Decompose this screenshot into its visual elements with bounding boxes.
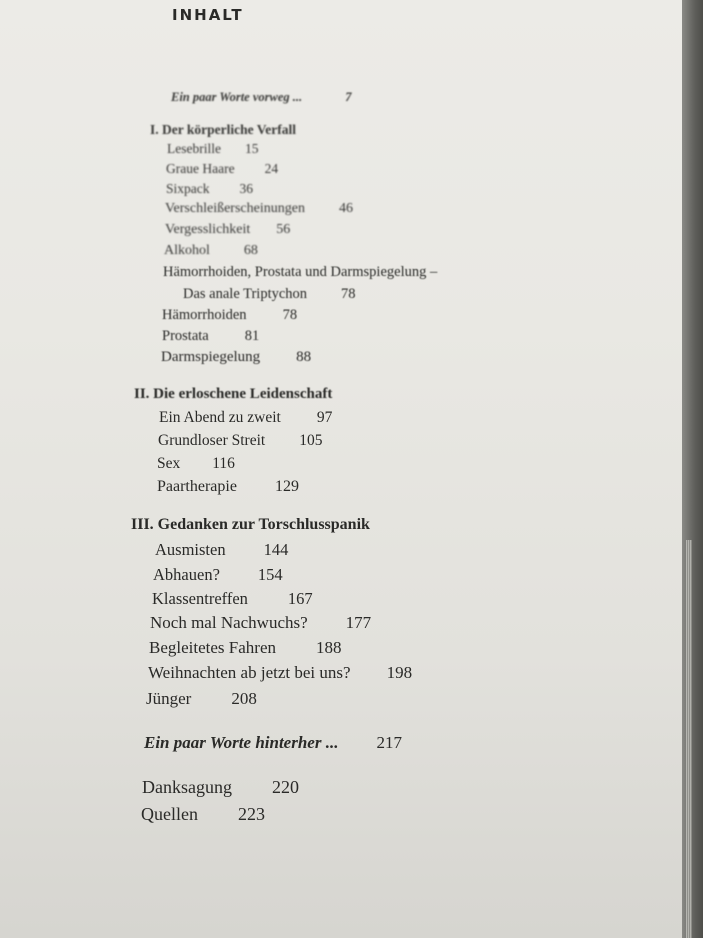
- toc-entry-title: Ein paar Worte hinterher ...: [144, 733, 339, 752]
- toc-entry: [152, 589, 313, 609]
- toc-entry-page: 144: [263, 540, 289, 559]
- toc-entry-page: 223: [237, 804, 265, 824]
- toc-entry: [162, 307, 297, 324]
- toc-entry: [165, 201, 353, 217]
- toc-entry-title: Grundloser Streit: [158, 432, 266, 449]
- toc-entry: [155, 540, 288, 560]
- toc-entry: [148, 663, 412, 683]
- toc-entry-page: 198: [386, 663, 413, 682]
- toc-entry-page: 105: [299, 432, 323, 449]
- toc-entry-backmatter: [142, 777, 299, 798]
- toc-entry-title: Ein paar Worte vorweg ...: [171, 90, 303, 104]
- toc-entry-title: Weihnachten ab jetzt bei uns?: [148, 663, 351, 682]
- toc-entry: [150, 613, 371, 633]
- toc-entry-title: Vergesslichkeit: [165, 222, 251, 237]
- toc-entry-title: Lesebrille: [167, 141, 221, 156]
- toc-entry-title: Verschleißerscheinungen: [165, 201, 305, 216]
- toc-entry-title: Prostata: [162, 328, 209, 344]
- toc-entry-title: Begleitetes Fahren: [149, 638, 276, 657]
- toc-entry-page: 116: [212, 455, 235, 472]
- toc-entry-page: 217: [376, 733, 402, 752]
- toc-entry: [153, 565, 283, 585]
- toc-entry-title: Abhauen?: [153, 565, 220, 584]
- toc-entry-title: Quellen: [141, 804, 198, 824]
- toc-entry-page: 15: [244, 141, 259, 156]
- toc-entry: [166, 161, 278, 177]
- toc-entry: [183, 286, 356, 303]
- toc-entry: [157, 478, 299, 496]
- toc-heading: INHALT: [172, 6, 244, 24]
- toc-entry-title: Paartherapie: [157, 478, 237, 495]
- toc-entry-outro: [144, 733, 402, 753]
- toc-entry-page: 36: [239, 181, 253, 196]
- toc-entry: [158, 432, 322, 450]
- toc-entry-page: 167: [287, 589, 313, 608]
- toc-entry: [162, 328, 259, 345]
- toc-part-3-title: III. Gedanken zur Torschlusspanik: [131, 516, 370, 533]
- toc-entry-title: Hämorrhoiden: [162, 307, 247, 323]
- toc-entry-page: 7: [345, 90, 352, 104]
- toc-part-2-title: II. Die erloschene Leidenschaft: [134, 386, 333, 402]
- toc-entry-page: 177: [345, 613, 372, 632]
- toc-entry: [157, 455, 235, 473]
- toc-entry-page: 78: [341, 286, 356, 302]
- toc-entry-intro: [171, 90, 352, 105]
- toc-entry-page: 129: [274, 478, 299, 495]
- toc-entry-title: Danksagung: [142, 777, 232, 797]
- toc-entry-page: 208: [231, 689, 257, 708]
- page-stack-edge: [686, 540, 692, 938]
- toc-entry-title: Klassentreffen: [152, 589, 248, 608]
- toc-entry-title: Sex: [157, 455, 181, 472]
- toc-entry: [149, 638, 342, 658]
- toc-entry-title: Alkohol: [164, 243, 210, 258]
- toc-entry: [166, 181, 253, 197]
- toc-entry-page: 220: [271, 777, 299, 797]
- toc-entry-page: 188: [316, 638, 342, 657]
- toc-entry-page: 88: [296, 349, 312, 365]
- toc-entry-backmatter: [141, 804, 265, 825]
- toc-entry-title: Hämorrhoiden, Prostata und Darmspiegelung –: [163, 264, 438, 280]
- toc-entry-title: Graue Haare: [166, 161, 235, 176]
- toc-entry: [161, 349, 311, 366]
- toc-entry-title: Ein Abend zu zweit: [159, 409, 281, 426]
- toc-entry-page: 46: [338, 201, 353, 216]
- toc-entry-title: Noch mal Nachwuchs?: [150, 613, 308, 632]
- toc-entry-page: 24: [264, 161, 279, 176]
- toc-entry-page: 154: [257, 565, 283, 584]
- toc-entry: [167, 141, 258, 157]
- toc-entry-page: 68: [243, 243, 258, 258]
- toc-entry-page: 81: [244, 328, 260, 344]
- toc-entry-page: 56: [276, 222, 291, 237]
- toc-entry: [146, 689, 257, 709]
- toc-entry: [159, 409, 332, 427]
- toc-entry-title: Das anale Triptychon: [183, 286, 308, 302]
- toc-entry-title: Darmspiegelung: [161, 349, 261, 365]
- toc-entry-title: Sixpack: [166, 181, 210, 196]
- toc-entry-title: Ausmisten: [155, 540, 226, 559]
- toc-part-1-title: I. Der körperliche Verfall: [150, 122, 296, 137]
- toc-entry-title: Jünger: [146, 689, 192, 708]
- toc-entry: [163, 264, 437, 281]
- toc-entry: [164, 243, 258, 259]
- toc-entry-page: 78: [282, 307, 298, 323]
- toc-entry: [165, 222, 290, 238]
- toc-entry-page: 97: [316, 409, 333, 426]
